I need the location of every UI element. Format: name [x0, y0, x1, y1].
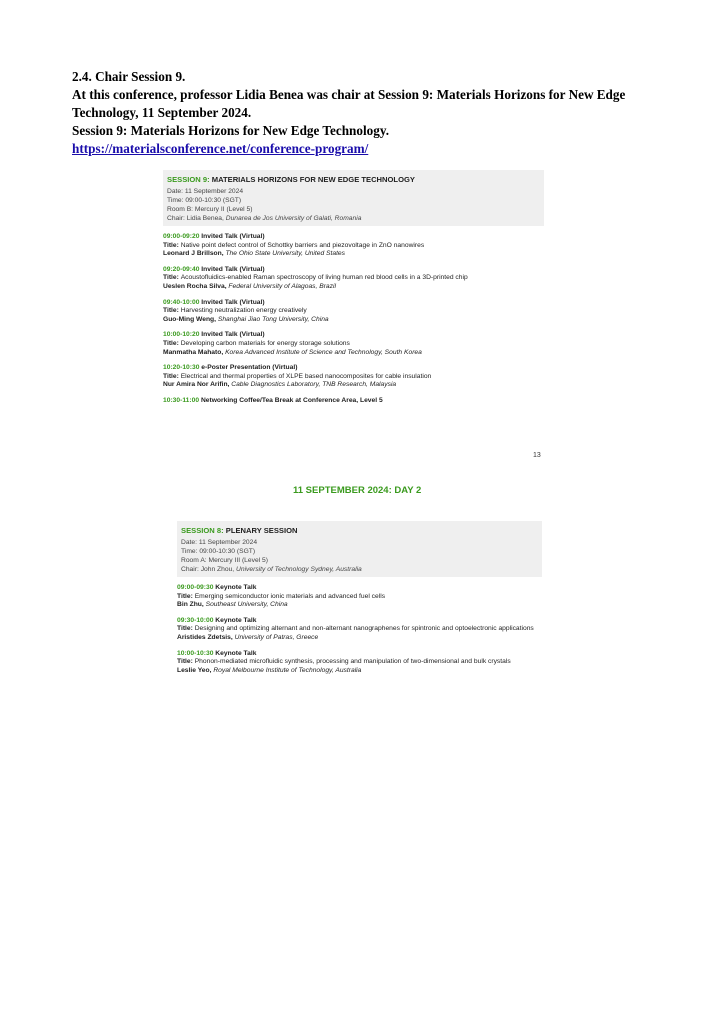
session-date: Date: 11 September 2024 [181, 539, 258, 546]
talk-item: 09:40-10:00 Invited Talk (Virtual) Title: Harvesting neutralization energy creatively Guo-Ming Weng, Shanghai Jiao Tong University, China [163, 298, 329, 323]
session-chair: Chair: Lidia Benea, Dunarea de Jos University of Galati, Romania [167, 215, 362, 222]
session-room: Room A: Mercury III (Level 5) [181, 557, 268, 564]
talk-item: 10:00-10:30 Keynote Talk Title: Phonon-mediated microfluidic synthesis, processing and manipulation of two-dimensional and bulk crystals Leslie Yeo, Royal Melbourne Institute of Technology, Australia [177, 649, 511, 674]
session-title: SESSION 9: MATERIALS HORIZONS FOR NEW EDGE TECHNOLOGY [167, 175, 415, 184]
session-date: Date: 11 September 2024 [167, 188, 244, 195]
session-time: Time: 09:00-10:30 (SGT) [181, 548, 256, 555]
session-heading: Session 9: Materials Horizons for New Edge Technology. [72, 123, 389, 138]
talk-item: 10:00-10:20 Invited Talk (Virtual) Title: Developing carbon materials for energy storage solutions Manmatha Mahato, Korea Advanced Institute of Science and Technology, South Korea [163, 331, 422, 356]
section-heading: 2.4. Chair Session 9. [72, 69, 186, 84]
talk-item: 09:00-09:20 Invited Talk (Virtual) Title: Native point defect control of Schottky barriers and piezovoltage in ZnO nanowires Leonard J Brillson, The Ohio State University, United States [163, 233, 425, 258]
break-item: 10:30-11:00 Networking Coffee/Tea Break at Conference Area, Level 5 [163, 396, 383, 404]
talk-item: 09:30-10:00 Keynote Talk Title: Designing and optimizing alternant and non-alternant nanographenes for spintronic and optoelectronic applications Aristides Zdetsis, University of Patras, Greece [177, 616, 534, 641]
session-time: Time: 09:00-10:30 (SGT) [167, 197, 242, 204]
conference-program-link[interactable]: https://materialsconference.net/conference-program/ [72, 141, 369, 156]
talk-item: 09:00-09:30 Keynote Talk Title: Emerging semiconductor ionic materials and advanced fuel cells Bin Zhu, Southeast University, China [177, 584, 386, 609]
session-room: Room B: Mercury II (Level 5) [167, 206, 253, 213]
document-header [72, 68, 672, 158]
session-info-box [177, 521, 542, 577]
session-title: SESSION 8: PLENARY SESSION [181, 526, 298, 535]
talk-item: 09:20-09:40 Invited Talk (Virtual) Title: Acoustofluidics-enabled Raman spectroscopy of living human red blood cells in a 3D-printed chip Ueslen Rocha Silva, Federal University of Alagoas, Brazil [163, 265, 468, 290]
session-chair: Chair: John Zhou, University of Technology Sydney, Australia [181, 566, 362, 573]
page-number: 13 [533, 452, 541, 459]
session-info-box [163, 170, 544, 226]
session-8-program [177, 521, 542, 675]
talk-item: 10:20-10:30 e-Poster Presentation (Virtual) Title: Electrical and thermal properties of XLPE based nanocomposites for cable insulation Nur Amira Nor Arifin, Cable Diagnostics Laboratory, TNB Research, Malaysia [163, 364, 432, 389]
session-9-program [163, 170, 544, 406]
chair-statement: At this conference, professor Lidia Benea was chair at Session 9: Materials Horizons for New Edge Technology, 11 September 2024. [72, 87, 626, 120]
day-title: 11 SEPTEMBER 2024: DAY 2 [293, 485, 422, 496]
